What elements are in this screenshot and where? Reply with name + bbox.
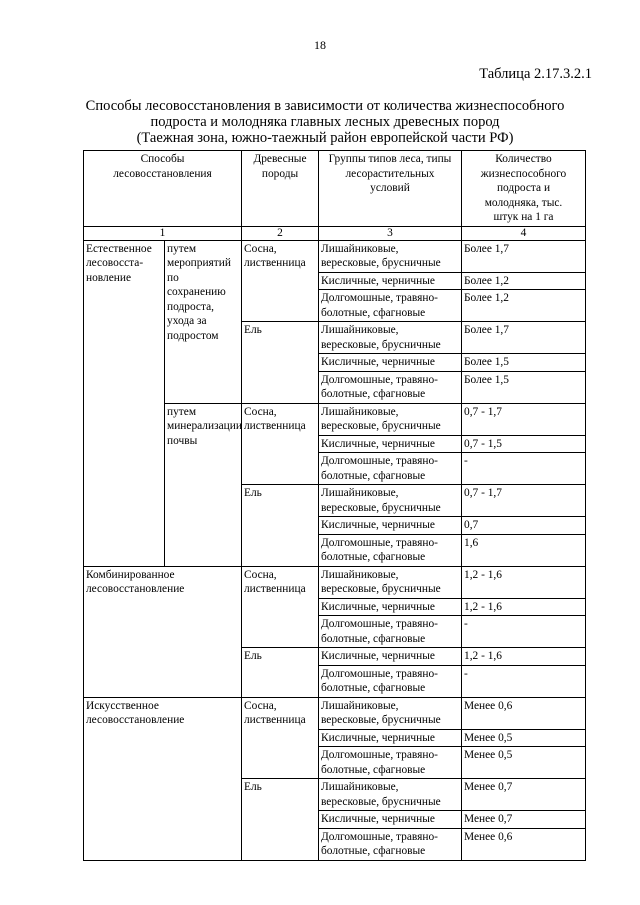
quantity-cell: Более 1,5 — [462, 354, 586, 372]
submethod-preserve-undergrowth: путем мероприятий по сохранению подроста, ухода за подростом — [165, 240, 242, 403]
header-species: Древесные породы — [242, 151, 319, 227]
forest-type-cell: Долгомошные, травяно-болотные, сфагновые — [319, 534, 462, 566]
forest-type-cell: Лишайниковые, вересковые, брусничные — [319, 240, 462, 272]
forest-type-cell: Кисличные, черничные — [319, 648, 462, 666]
quantity-cell: Менее 0,7 — [462, 811, 586, 829]
page-number: 18 — [314, 38, 326, 52]
quantity-cell: 0,7 - 1,5 — [462, 435, 586, 453]
column-number: 4 — [462, 226, 586, 240]
header-methods: Способы лесовосстановления — [84, 151, 242, 227]
table-row — [84, 240, 586, 272]
header-row — [84, 151, 586, 227]
title-line-3: (Таежная зона, южно-таежный район европейской части РФ) — [136, 130, 514, 146]
method-combined: Комбинированное лесовосстановление — [84, 566, 242, 697]
forest-type-cell: Долгомошные, травяно-болотные, сфагновые — [319, 747, 462, 779]
quantity-cell: - — [462, 453, 586, 485]
submethod-soil-mineralization: путем минерализации почвы — [165, 403, 242, 566]
forest-type-cell: Кисличные, черничные — [319, 729, 462, 747]
forest-type-cell: Кисличные, черничные — [319, 811, 462, 829]
quantity-cell: 0,7 — [462, 517, 586, 535]
quantity-cell: 1,2 - 1,6 — [462, 566, 586, 598]
quantity-cell: Менее 0,5 — [462, 747, 586, 779]
forest-type-cell: Кисличные, черничные — [319, 354, 462, 372]
header-forest-types: Группы типов леса, типы лесорастительных условий — [319, 151, 462, 227]
forest-type-cell: Долгомошные, травяно-болотные, сфагновые — [319, 665, 462, 697]
forest-type-cell: Лишайниковые, вересковые, брусничные — [319, 322, 462, 354]
species-cell: Сосна, лиственница — [242, 697, 319, 779]
forest-type-cell: Лишайниковые, вересковые, брусничные — [319, 697, 462, 729]
quantity-cell: 0,7 - 1,7 — [462, 403, 586, 435]
header-quantity: Количество жизнеспособного подроста и молодняка, тыс. штук на 1 га — [462, 151, 586, 227]
quantity-cell: Более 1,2 — [462, 290, 586, 322]
forest-type-cell: Долгомошные, травяно-болотные, сфагновые — [319, 616, 462, 648]
quantity-cell: Более 1,7 — [462, 322, 586, 354]
column-number: 3 — [319, 226, 462, 240]
quantity-cell: - — [462, 665, 586, 697]
forest-type-cell: Лишайниковые, вересковые, брусничные — [319, 779, 462, 811]
quantity-cell: Менее 0,5 — [462, 729, 586, 747]
quantity-cell: Более 1,7 — [462, 240, 586, 272]
forest-type-cell: Лишайниковые, вересковые, брусничные — [319, 403, 462, 435]
quantity-cell: Менее 0,6 — [462, 828, 586, 860]
forest-type-cell: Лишайниковые, вересковые, брусничные — [319, 566, 462, 598]
column-number: 1 — [84, 226, 242, 240]
species-cell: Ель — [242, 485, 319, 567]
table-title — [60, 98, 590, 146]
table-id: Таблица 2.17.3.2.1 — [479, 66, 592, 82]
species-cell: Сосна, лиственница — [242, 566, 319, 648]
species-cell: Ель — [242, 322, 319, 404]
forest-type-cell: Лишайниковые, вересковые, брусничные — [319, 485, 462, 517]
quantity-cell: Более 1,2 — [462, 272, 586, 290]
forest-type-cell: Кисличные, черничные — [319, 517, 462, 535]
species-cell: Ель — [242, 648, 319, 698]
method-natural: Естественное лесовосста-новление — [84, 240, 165, 566]
title-line-1: Способы лесовосстановления в зависимости от количества жизнеспособного — [85, 98, 565, 114]
title-line-2: подроста и молодняка главных лесных древесных пород — [150, 114, 500, 130]
forest-type-cell: Кисличные, черничные — [319, 598, 462, 616]
quantity-cell: - — [462, 616, 586, 648]
species-cell: Сосна, лиственница — [242, 403, 319, 485]
quantity-cell: 1,2 - 1,6 — [462, 598, 586, 616]
forest-type-cell: Кисличные, черничные — [319, 272, 462, 290]
forest-type-cell: Долгомошные, травяно-болотные, сфагновые — [319, 371, 462, 403]
table-row — [84, 566, 586, 598]
column-number-row — [84, 226, 586, 240]
quantity-cell: 1,2 - 1,6 — [462, 648, 586, 666]
quantity-cell: 1,6 — [462, 534, 586, 566]
forest-type-cell: Долгомошные, травяно-болотные, сфагновые — [319, 453, 462, 485]
reforestation-table — [83, 150, 586, 861]
table-row — [84, 697, 586, 729]
quantity-cell: Менее 0,7 — [462, 779, 586, 811]
forest-type-cell: Кисличные, черничные — [319, 435, 462, 453]
forest-type-cell: Долгомошные, травяно-болотные, сфагновые — [319, 290, 462, 322]
species-cell: Ель — [242, 779, 319, 861]
quantity-cell: Более 1,5 — [462, 371, 586, 403]
quantity-cell: 0,7 - 1,7 — [462, 485, 586, 517]
forest-type-cell: Долгомошные, травяно-болотные, сфагновые — [319, 828, 462, 860]
column-number: 2 — [242, 226, 319, 240]
quantity-cell: Менее 0,6 — [462, 697, 586, 729]
method-artificial: Искусственное лесовосстановление — [84, 697, 242, 860]
species-cell: Сосна, лиственница — [242, 240, 319, 322]
